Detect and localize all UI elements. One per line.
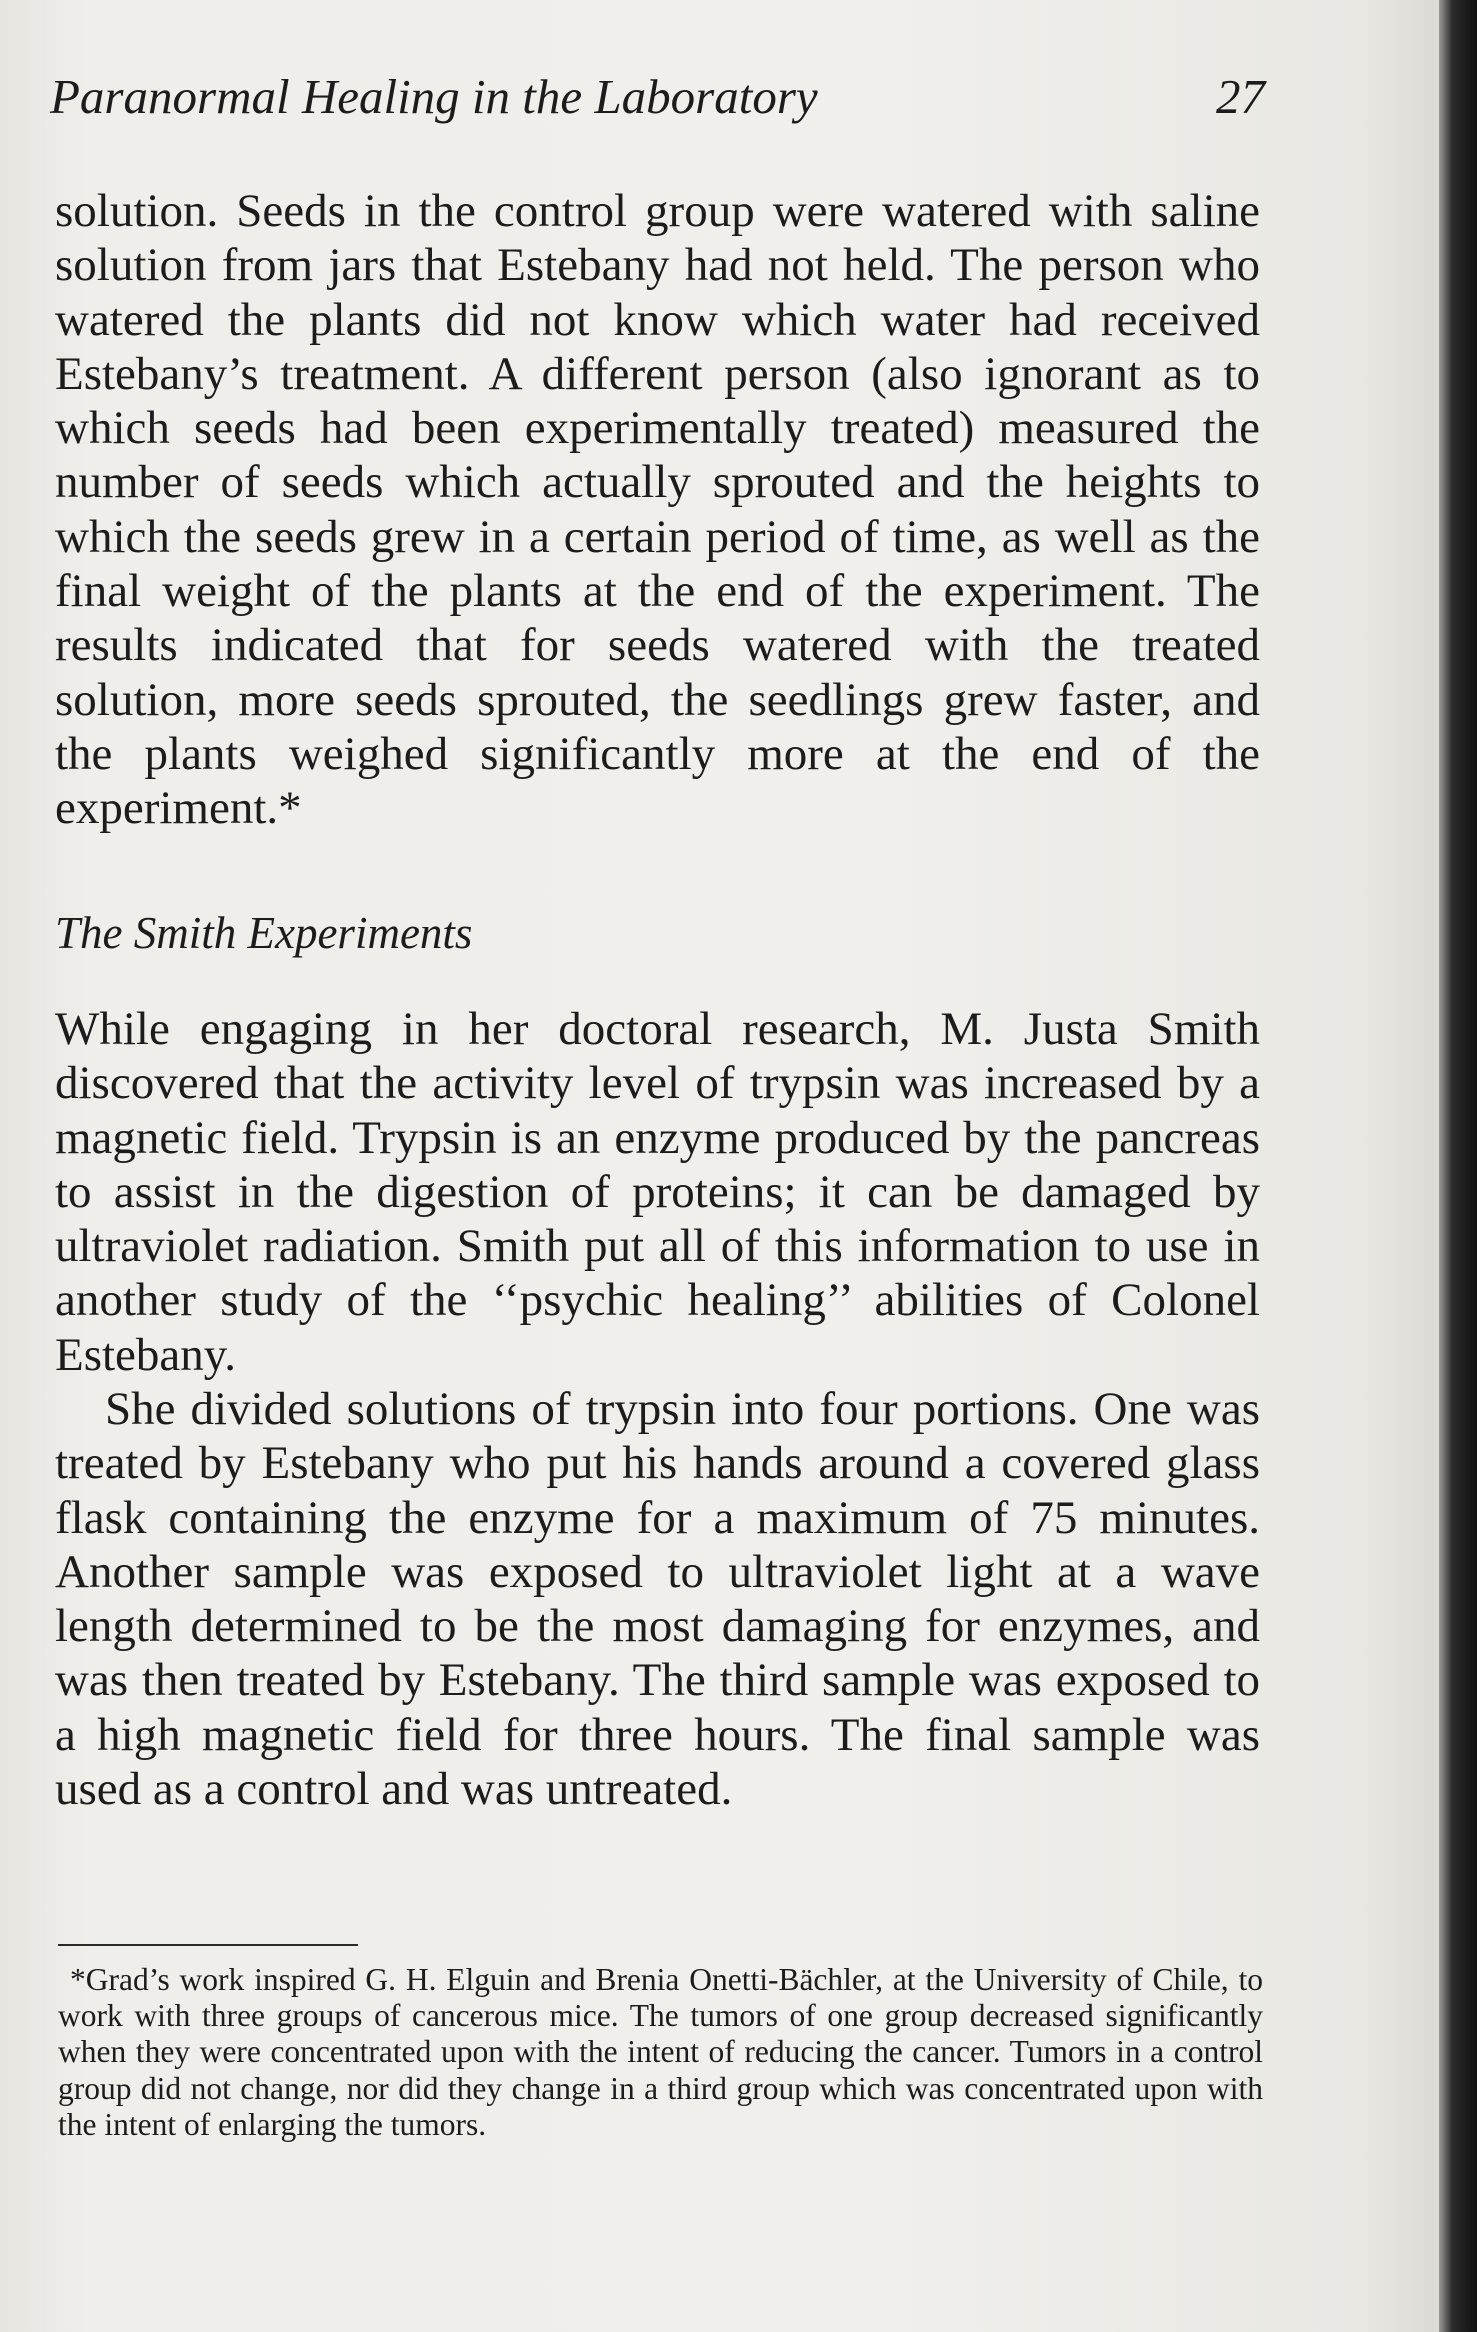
page-edge-shadow — [1439, 0, 1477, 2332]
footnote: *Grad’s work inspired G. H. Elguin and Brenia Onetti-Bächler, at the University of Chile, to work with three groups of cancerous mice. The tumors of one group decreased significantly when they were concentrated upon with the intent of reducing the cancer. Tumors in a control group did not change, nor did they change in a third group which was concentrated upon with the intent of enlarging the tumors. — [58, 1962, 1263, 2142]
footnote-divider — [58, 1944, 358, 1946]
body-paragraph-2: While engaging in her doctoral research, M. Justa Smith discovered that the activity level of trypsin was increased by a magnetic field. Trypsin is an enzyme produced by the pancreas to assist in the digestion of proteins; it can be damaged by ultraviolet radiation. Smith put all of this information to use in another study of the ‘‘psychic healing’’ abilities of Colonel Estebany. — [55, 1003, 1260, 1381]
running-head — [50, 62, 1265, 132]
body-paragraph-1: solution. Seeds in the control group were watered with saline solution from jars that Estebany had not held. The person who watered the plants did not know which water had received Estebany’s treatment. A different person (also ignorant as to which seeds had been experimentally treated) measured the number of seeds which actually sprouted and the heights to which the seeds grew in a certain period of time, as well as the final weight of the plants at the end of the experiment. The results indicated that for seeds watered with the treated solution, more seeds sprouted, the seedlings grew faster, and the plants weighed significantly more at the end of the experiment.* — [55, 185, 1260, 835]
page-number: 27 — [1216, 69, 1265, 124]
body-paragraph-3: She divided solutions of trypsin into four portions. One was treated by Estebany who put his hands around a covered glass flask containing the enzyme for a maximum of 75 minutes. Another sample was exposed to ultraviolet light at a wave length determined to be the most damaging for enzymes, and was then treated by Estebany. The third sample was exposed to a high magnetic field for three hours. The final sample was used as a control and was untreated. — [55, 1383, 1260, 1816]
section-heading: The Smith Experiments — [55, 908, 473, 958]
running-title: Paranormal Healing in the Laboratory — [50, 69, 818, 124]
